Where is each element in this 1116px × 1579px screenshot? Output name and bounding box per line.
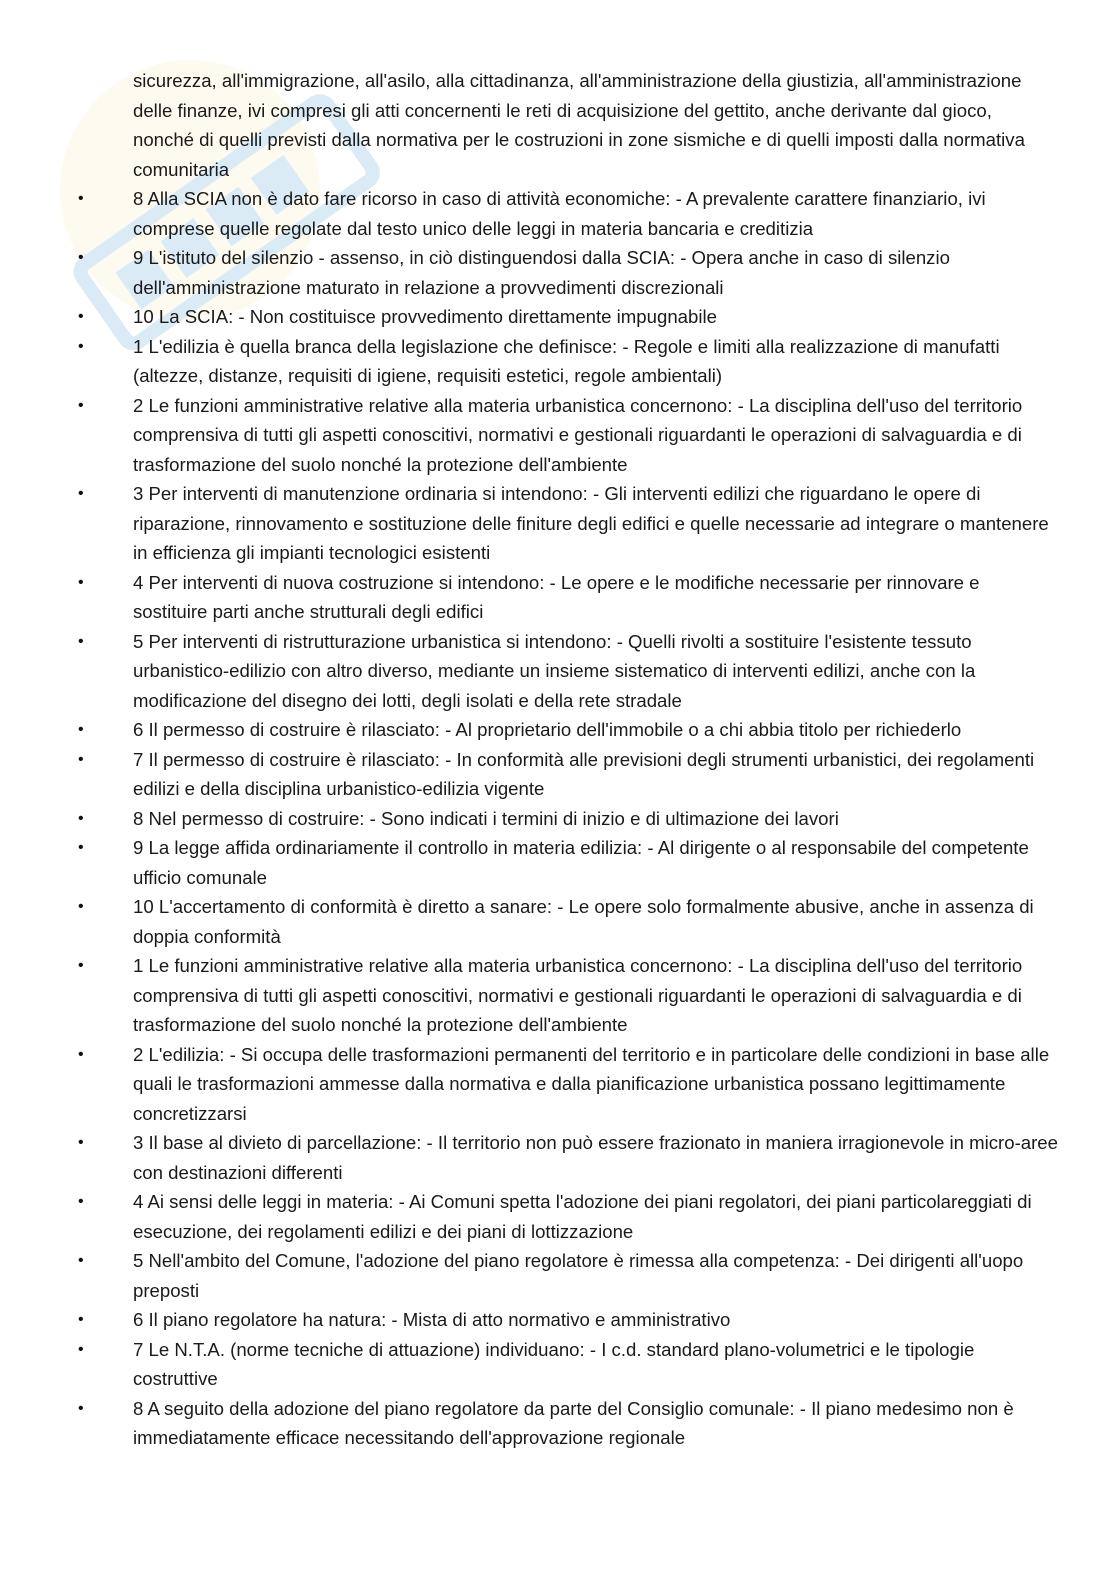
- bullet-icon: •: [78, 1399, 84, 1417]
- bullet-icon: •: [78, 1193, 84, 1210]
- bullet-icon: •: [78, 1252, 84, 1269]
- list-item: [78, 1187, 1058, 1246]
- list-item-text: 3 Il base al divieto di parcellazione: - Il territorio non può essere frazionato in maniera irragionevole in micro-aree con destinazioni differenti: [133, 1132, 1058, 1183]
- list-item-text: 6 Il piano regolatore ha natura: - Mista di atto normativo e amministrativo: [133, 1309, 731, 1330]
- bullet-icon: •: [78, 396, 84, 414]
- list-item-text: 7 Le N.T.A. (norme tecniche di attuazione) individuano: - I c.d. standard plano-volumetrici e le tipologie costruttive: [133, 1338, 975, 1389]
- list-item: [78, 332, 1058, 391]
- list-item-text: 8 A seguito della adozione del piano regolatore da parte del Consiglio comunale: - Il piano medesimo non è immediatamente efficace necessitando dell'approvazione regionale: [133, 1397, 1014, 1448]
- bullet-icon: •: [78, 337, 84, 355]
- list-item-text: 4 Ai sensi delle leggi in materia: - Ai Comuni spetta l'adozione dei piani regolatori, dei piani particolareggiati di esecuzione, dei regolamenti edilizi e dei piani di lottizzazione: [133, 1191, 1032, 1242]
- list-item-text: 5 Per interventi di ristrutturazione urbanistica si intendono: - Quelli rivolti a sostituire l'esistente tessuto urbanistico-edilizio con altro diverso, mediante un insieme sistematico di interventi edilizi, anche con la modificazione del disegno dei lotti, degli isolati e della rete stradale: [133, 630, 976, 711]
- bullet-icon: •: [78, 1311, 84, 1328]
- list-item: [78, 745, 1058, 804]
- list-item-text: 10 La SCIA: - Non costituisce provvedimento direttamente impugnabile: [133, 306, 717, 327]
- list-item: [78, 302, 1058, 332]
- list-item: [78, 1394, 1058, 1453]
- list-item: [78, 1335, 1058, 1394]
- list-item-text: 4 Per interventi di nuova costruzione si intendono: - Le opere e le modifiche necessarie per rinnovare e sostituire parti anche strutturali degli edifici: [133, 571, 980, 622]
- bullet-icon: •: [78, 839, 84, 856]
- bullet-icon: •: [78, 308, 84, 325]
- list-item-text: 5 Nell'ambito del Comune, l'adozione del piano regolatore è rimessa alla competenza: - Dei dirigenti all'uopo preposti: [133, 1250, 1024, 1301]
- bullet-icon: •: [78, 249, 84, 266]
- list-item: [78, 184, 1058, 243]
- list-item-text: 1 L'edilizia è quella branca della legislazione che definisce: - Regole e limiti alla realizzazione di manufatti (altezze, distanze, requisiti di igiene, requisiti estetici, regole ambientali): [133, 335, 1000, 386]
- bullet-icon: •: [78, 1045, 84, 1063]
- bullet-icon: •: [78, 957, 84, 974]
- bullet-icon: •: [78, 573, 84, 591]
- bullet-icon: •: [78, 750, 84, 768]
- list-item: [78, 479, 1058, 568]
- list-item: [78, 804, 1058, 834]
- bullet-icon: •: [78, 190, 84, 207]
- list-item-text: 2 L'edilizia: - Si occupa delle trasformazioni permanenti del territorio e in particolare delle condizioni in base alle quali le trasformazioni ammesse dalla normativa e dalla pianificazione urbanistica possano legittimamente concretizzarsi: [133, 1043, 1050, 1124]
- bullet-icon: •: [78, 1340, 84, 1358]
- list-item-text: 6 Il permesso di costruire è rilasciato: - Al proprietario dell'immobile o a chi abbia titolo per richiederlo: [133, 719, 962, 740]
- list-item: [78, 1128, 1058, 1187]
- list-item: [78, 951, 1058, 1040]
- list-item-text: 9 L'istituto del silenzio - assenso, in ciò distinguendosi dalla SCIA: - Opera anche in caso di silenzio dell'amministrazione maturato in relazione a provvedimenti discrezionali: [133, 247, 950, 298]
- list-item: [78, 892, 1058, 951]
- list-item-text: 8 Nel permesso di costruire: - Sono indicati i termini di inizio e di ultimazione dei lavori: [133, 807, 839, 829]
- intro-paragraph: sicurezza, all'immigrazione, all'asilo, alla cittadinanza, all'amministrazione della giustizia, all'amministrazione delle finanze, ivi compresi gli atti concernenti le reti di acquisizione del gettito, anche derivante dal gioco, nonché di quelli previsti dalla normativa per le costruzioni in zone sismiche e di quelli imposti dalla normativa comunitaria: [133, 70, 1025, 180]
- bullet-icon: •: [78, 898, 84, 915]
- list-item: [78, 1305, 1058, 1335]
- bullet-icon: •: [78, 721, 84, 738]
- list-item: [78, 715, 1058, 745]
- list-item-text: 7 Il permesso di costruire è rilasciato: - In conformità alle previsioni degli strumenti urbanistici, dei regolamenti edilizi e della disciplina urbanistico-edilizia vigente: [133, 748, 1035, 799]
- list-item-text: 10 L'accertamento di conformità è diretto a sanare: - Le opere solo formalmente abusive, anche in assenza di doppia conformità: [133, 896, 1034, 947]
- bullet-icon: •: [78, 1134, 84, 1151]
- bullet-icon: •: [78, 809, 84, 827]
- list-item-text: 2 Le funzioni amministrative relative alla materia urbanistica concernono: - La disciplina dell'uso del territorio comprensiva di tutti gli aspetti conoscitivi, normativi e gestionali riguardanti le operazioni di salvaguardia e di trasformazione del suolo nonché la protezione dell'ambiente: [133, 394, 1023, 475]
- list-item: [78, 1040, 1058, 1129]
- bullet-icon: •: [78, 485, 84, 502]
- list-item: [78, 1246, 1058, 1305]
- list-item: [78, 568, 1058, 627]
- list-item: [78, 243, 1058, 302]
- list-item-text: 3 Per interventi di manutenzione ordinaria si intendono: - Gli interventi edilizi che riguardano le opere di riparazione, rinnovamento e sostituzione delle finiture degli edifici e quelle necessarie ad integrare o mantenere in efficienza gli impianti tecnologici esistenti: [133, 483, 1049, 563]
- list-item: [78, 391, 1058, 480]
- list-item: [78, 833, 1058, 892]
- list-item-text: 8 Alla SCIA non è dato fare ricorso in caso di attività economiche: - A prevalente carattere finanziario, ivi comprese quelle regolate dal testo unico delle leggi in materia bancaria e creditizia: [133, 188, 986, 239]
- bullet-icon: •: [78, 632, 84, 650]
- list-item: [78, 627, 1058, 716]
- list-item-text: 9 La legge affida ordinariamente il controllo in materia edilizia: - Al dirigente o al responsabile del competente ufficio comunale: [133, 837, 1029, 888]
- list-item-text: 1 Le funzioni amministrative relative alla materia urbanistica concernono: - La disciplina dell'uso del territorio comprensiva di tutti gli aspetti conoscitivi, normativi e gestionali riguardanti le operazioni di salvaguardia e di trasformazione del suolo nonché la protezione dell'ambiente: [133, 955, 1023, 1035]
- document-page: [78, 66, 1058, 1453]
